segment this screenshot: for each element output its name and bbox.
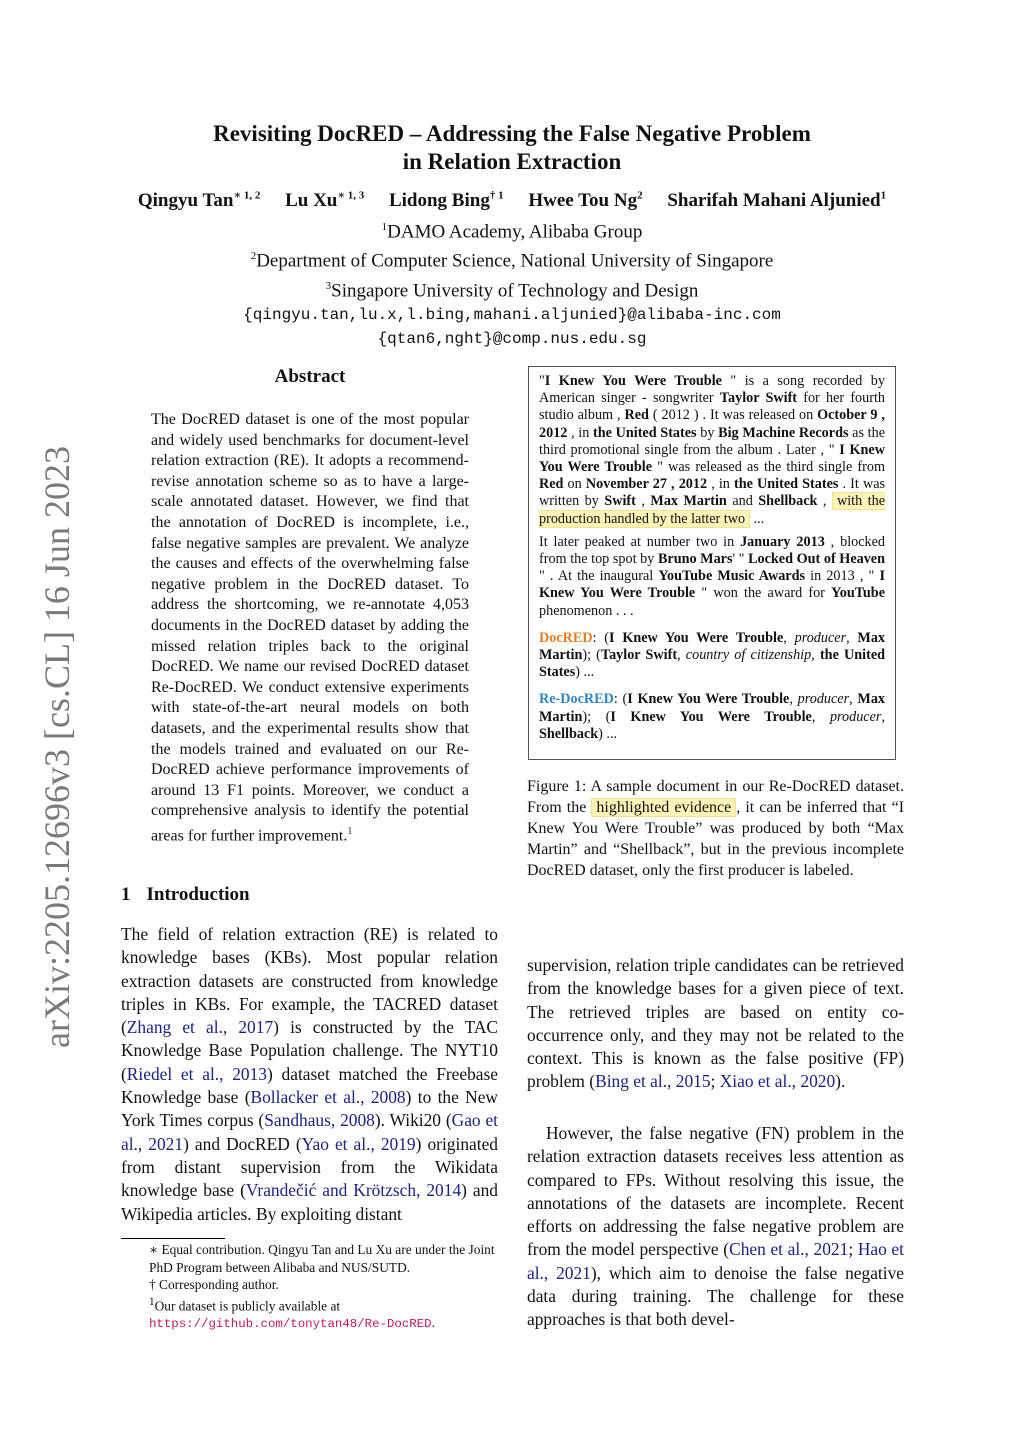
text-run: , — [635, 493, 651, 510]
entity-mention: I Knew You Were Trouble — [544, 373, 722, 389]
entity-mention: Shellback — [539, 725, 599, 742]
entity-mention: I Knew You Were Trouble — [609, 629, 784, 646]
text-run: , — [811, 647, 820, 664]
text-run: phenomenon . . . — [539, 602, 634, 619]
citation-link[interactable]: Bollacker et al., 2008 — [250, 1087, 406, 1108]
entity-mention: November 27 , 2012 — [585, 476, 708, 493]
affiliation: $^1$DAMO Academy, Alibaba Group — [381, 221, 643, 243]
text-run: , — [817, 493, 832, 510]
citation-link[interactable]: Hao et al., 2021 — [527, 1239, 904, 1283]
citation-link[interactable]: Zhang et al., 2017 — [126, 1017, 274, 1038]
text-run: : ( — [592, 629, 610, 646]
text-run: and — [726, 493, 759, 510]
dataset-url-link[interactable]: https://github.com/tonytan48/Re-DocRED — [149, 1317, 432, 1332]
text-run: ); ( — [582, 647, 601, 664]
text-run: . It was written by — [539, 476, 886, 510]
author-list — [0, 189, 1024, 212]
text-run: : ( — [613, 691, 628, 708]
author: Lidong Bing$^{\dagger 1}$ — [388, 190, 504, 212]
text-run: " . At the inaugural — [539, 568, 659, 585]
text-run: , in — [707, 476, 735, 493]
relation-label: producer — [797, 691, 850, 708]
docred-annotation: DocRED: (I Knew You Were Trouble, producer, Max Martin); (Taylor Swift, country of citizenship, the United States) ... — [539, 629, 886, 681]
footnote-divider — [121, 1238, 225, 1239]
entity-mention: YouTube — [831, 585, 885, 602]
affiliation: $^3$Singapore University of Technology and Design — [325, 279, 699, 301]
right-paragraph-1: supervision, relation triple candidates can be retrieved from the knowledge bases for a given piece of text. The retrieved triples are based on entity co-occurrence only, and they may not be related to the context. This is known as the false positive (FP) problem (Bing et al., 2015; Xiao et al., 2020). — [527, 955, 904, 1092]
text-run: ' " — [732, 551, 749, 568]
entity-mention: Taylor Swift — [719, 390, 798, 407]
figure-1-box — [528, 366, 896, 760]
text-run: , — [811, 708, 830, 725]
author: Hwee Tou Ng$^2$ — [528, 190, 643, 212]
entity-mention: Max Martin — [650, 493, 727, 510]
entity-mention: Red — [539, 476, 564, 493]
text-run: , — [789, 691, 798, 708]
author: Lu $Xu^{∗ 1, 3}$ — [285, 190, 365, 212]
email[interactable]: {qingyu.tan,lu.x,l.bing,mahani.aljunied}@alibaba-inc.com — [243, 305, 781, 324]
text-run: as the third promotional single from the album . Later , " — [539, 424, 886, 458]
footnotes — [121, 1241, 499, 1334]
arxiv-identifier: arXiv:2205.12696v3 [cs.CL] 16 Jun 2023 — [37, 446, 77, 1048]
relation-label: producer — [829, 708, 882, 725]
text-run: , — [783, 629, 795, 646]
text-run: It later peaked at number two in — [539, 533, 741, 550]
figure-document-text-cont — [539, 534, 885, 620]
text-run: , — [846, 629, 858, 646]
citation-link[interactable]: Bing et al., 2015 — [595, 1071, 711, 1092]
text-run: , in — [567, 424, 594, 441]
entity-mention: Taylor Swift — [600, 647, 678, 664]
citation-link[interactable]: Chen et al., 2021 — [729, 1239, 849, 1260]
entity-mention: Swift — [604, 493, 636, 510]
section-heading: 1 Introduction — [121, 884, 250, 905]
entity-mention: the United States — [734, 476, 839, 493]
relation-label: country of citizenship — [685, 647, 812, 664]
affiliations — [0, 215, 1024, 351]
entity-mention: Shellback — [758, 493, 818, 510]
text-run: " won the award for — [695, 585, 832, 602]
text-run: , blocked from the top spot by — [539, 533, 886, 568]
footnote-corresponding: † Corresponding author. — [149, 1277, 279, 1292]
intro-paragraph: The field of relation extraction (RE) is related to knowledge bases (KBs). Most popular relation extraction datasets are constructed from knowledge triples in KBs. For example, the TACRED dataset (Zhang et al., 2017) is constructed by the TAC Knowledge Base Population challenge. The NYT10 (Riedel et al., 2013) dataset matched the Freebase Knowledge base (Bollacker et al., 2008) to the New York Times corpus (Sandhaus, 2008). Wiki20 (Gao et al., 2021) and DocRED (Yao et al., 2019) originated from distant supervision from the Wikidata knowledge base (Vrandečić and Krötzsch, 2014) and Wikipedia articles. By exploiting distant — [121, 924, 499, 1224]
citation-link[interactable]: Xiao et al., 2020 — [719, 1071, 836, 1092]
footnote-equal-contribution: ∗ Equal contribution. Qingyu Tan and Lu Xu are under the Joint PhD Program between Alibaba and NUS/SUTD. — [149, 1242, 495, 1275]
entity-mention: Locked Out of Heaven — [748, 551, 885, 568]
text-run: " was released as the third single from — [652, 459, 885, 476]
entity-mention: I Knew You Were Trouble — [627, 691, 790, 708]
figure-document-text: "I Knew You Were Trouble " is a song recorded by American singer - songwriter Taylor Swift for her fourth studio album , Red ( 2012 ) . It was released on October 9 , 2012 , in the United States by Big Machine Records as the third promotional single from the album . Later , " I Knew You Were Trouble " was released as the third single from Red on November 27 , 2012 , in the United States . It was written by Swift , Max Martin and Shellback , with the production handled by the latter two ... — [539, 373, 886, 527]
entity-mention: the United States — [593, 424, 697, 441]
citation-link[interactable]: Vrandečić and Krötzsch, 2014 — [245, 1180, 462, 1201]
entity-mention: January 2013 — [740, 533, 825, 550]
text-run: in 2013 , " — [805, 568, 880, 585]
text-run: ( 2012 ) . It was released on — [648, 407, 818, 424]
abstract-body: The DocRED dataset is one of the most popular and widely used benchmarks for document-level relation extraction (RE). It adopts a recommend-revise annotation scheme so as to have a large-scale annotated dataset. However, we find that the annotation of DocRED is incomplete, i.e., false negative samples are prevalent. We analyze the causes and effects of the overwhelming false negative problem in the DocRED dataset. To address the shortcoming, we re-annotate 4,053 documents in the DocRED dataset by adding the missed relation triples back to the original DocRED. We name our revised DocRED dataset Re-DocRED. We conduct extensive experiments with state-of-the-art neural models on both datasets, and the experimental results show that the models trained and evaluated on our Re-DocRED achieve performance improvements of around 13 F1 points. Moreover, we conduct a comprehensive analysis to identify the potential areas for further improvement.$^1$ — [151, 411, 469, 845]
redocred-annotation: Re-DocRED: (I Knew You Were Trouble, producer, Max Martin); (I Knew You Were Trouble, producer, Shellback) ... — [539, 691, 886, 742]
text-run: ) ... — [598, 725, 618, 742]
caption-highlight: highlighted evidence — [591, 798, 736, 817]
text-run: for her fourth studio album , — [539, 390, 885, 424]
figure-1-caption: Figure 1: A sample document in our Re-DocRED dataset. From the highlighted evidence , it can be inferred that “I Knew You Were Trouble” was produced by both “Max Martin” and “Shellback”, but in the previous incomplete DocRED dataset, only the first producer is labeled. — [527, 778, 905, 879]
citation-link[interactable]: Sandhaus, 2008 — [264, 1110, 375, 1131]
entity-mention: Bruno Mars — [657, 551, 733, 568]
text-run: ) ... — [575, 664, 595, 681]
entity-mention: the United States — [539, 647, 886, 681]
entity-mention: October 9 , 2012 — [539, 407, 885, 441]
text-run: , — [677, 647, 686, 664]
text-run: on — [563, 476, 586, 493]
footnote-dataset: $^1$Our dataset is publicly available at https://github.com/tonytan48/Re-DocRED. — [149, 1295, 435, 1332]
abstract-heading: Abstract — [274, 366, 346, 387]
paper-title: Revisiting DocRED – Addressing the False Negative Problem in Relation Extraction — [213, 121, 811, 174]
text-run: , — [849, 691, 858, 708]
entity-mention: Max Martin — [539, 629, 886, 664]
author: Sharifah Mahani Aljunied$^1$ — [667, 190, 887, 212]
entity-mention: Big Machine Records — [718, 424, 849, 441]
entity-mention: I Knew You Were Trouble — [539, 568, 885, 602]
entity-mention: I Knew You Were Trouble — [610, 708, 812, 725]
relation-label: producer — [794, 629, 847, 646]
text-run: by — [696, 424, 719, 441]
citation-link[interactable]: Yao et al., 2019 — [301, 1133, 416, 1154]
email[interactable]: {qtan6,nght}@comp.nus.edu.sg — [377, 329, 647, 348]
text-run: , — [881, 708, 885, 725]
highlighted-evidence: with the production handled by the latter two — [539, 493, 886, 527]
citation-link[interactable]: Gao et al., 2021 — [121, 1110, 499, 1154]
right-paragraph-2: However, the false negative (FN) problem in the relation extraction datasets receives less attention as compared to FPs. Without resolving this issue, the annotations of the datasets are incomplete. Recent efforts on addressing the false negative problem are from the model perspective (Chen et al., 2021; Hao et al., 2021), which aim to denoise the false negative data during training. The challenge for these approaches is that both devel- — [527, 1123, 905, 1330]
text-run: ); ( — [582, 708, 611, 725]
entity-mention: Red — [624, 407, 649, 424]
entity-mention: I Knew You Were Trouble — [539, 441, 885, 476]
text-run: " — [539, 373, 545, 389]
text-run: " is a song recorded by American singer - songwriter — [539, 373, 885, 407]
footnote-ref[interactable]: 1 — [347, 825, 353, 837]
citation-link[interactable]: Riedel et al., 2013 — [126, 1063, 267, 1084]
author: Qingyu Tan$^{∗ 1, 2}$ — [137, 190, 261, 212]
entity-mention: Max Martin — [539, 691, 886, 725]
affiliation: $^2$Department of Computer Science, National University of Singapore — [250, 250, 774, 272]
entity-mention: YouTube Music Awards — [658, 568, 806, 585]
